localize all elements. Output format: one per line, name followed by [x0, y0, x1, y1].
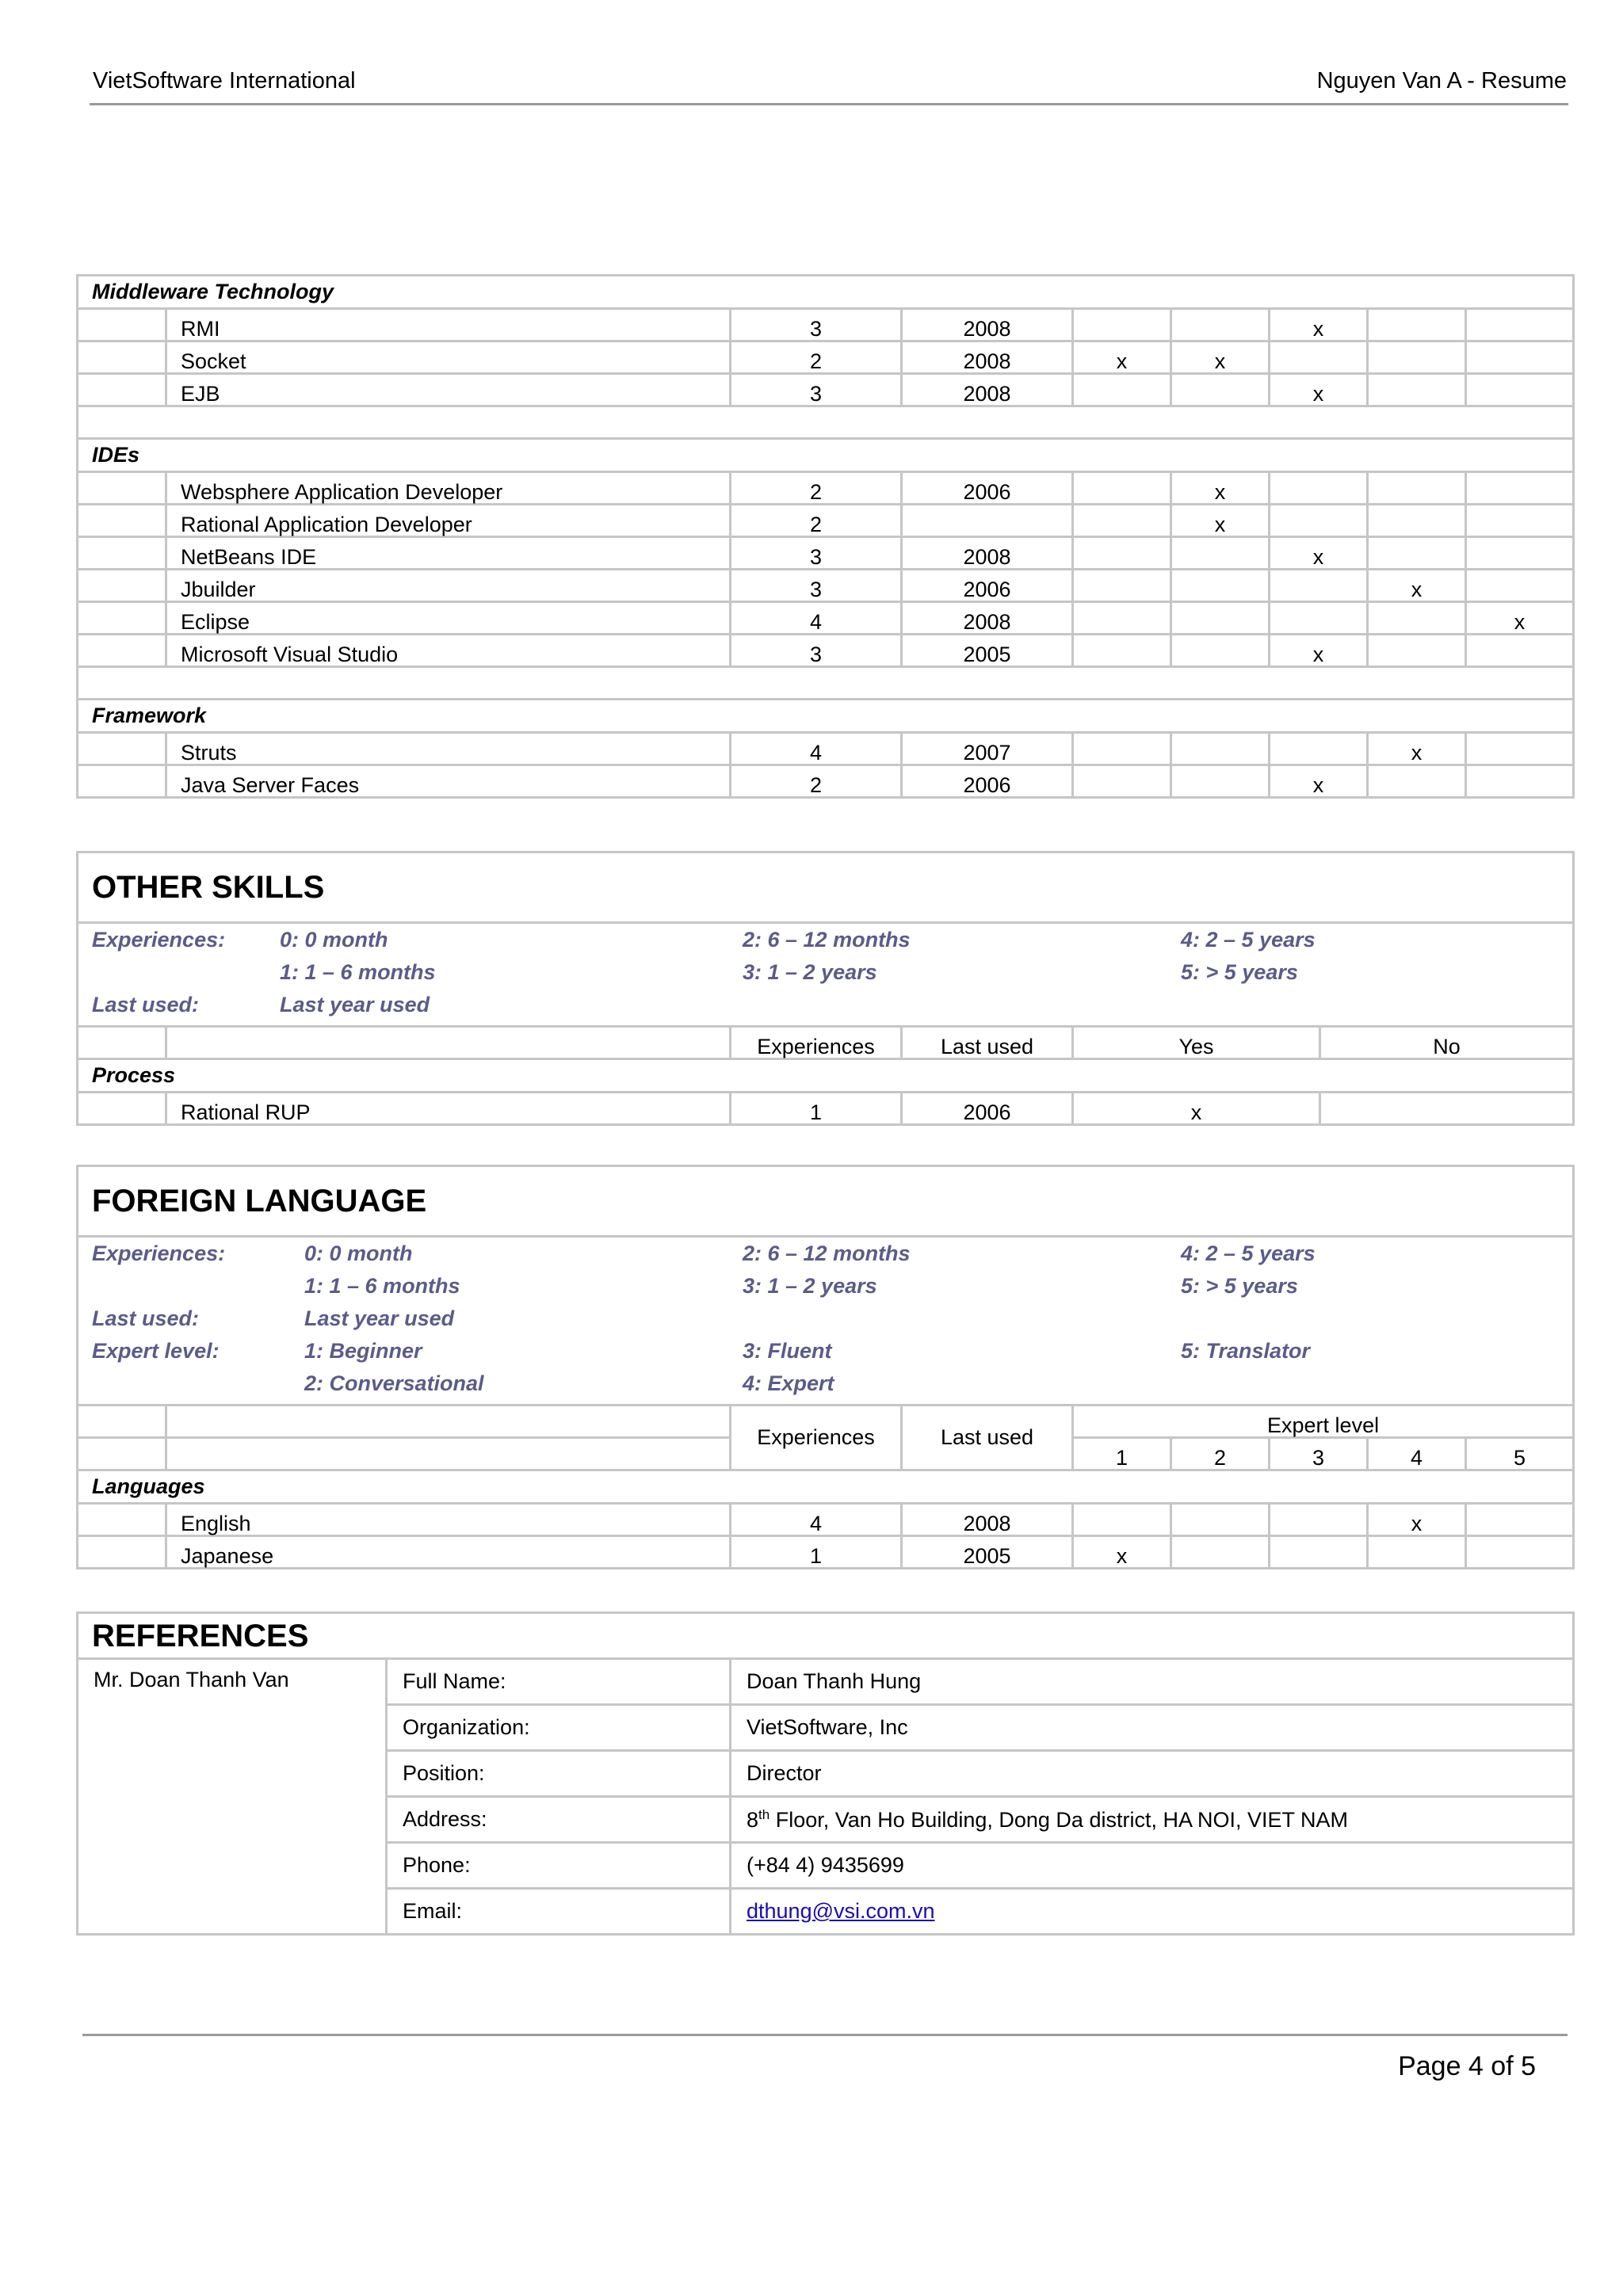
address-floor-number: 8 — [747, 1808, 759, 1832]
skill-last-used: 2006 — [902, 472, 1073, 505]
skill-name: Websphere Application Developer — [166, 472, 731, 505]
skill-experience: 4 — [731, 602, 902, 635]
level-5-mark — [1466, 472, 1574, 505]
skill-name: Jbuilder — [166, 570, 731, 602]
level-5-mark — [1466, 635, 1574, 667]
blank-cell — [78, 667, 1574, 700]
skill-experience: 2 — [731, 765, 902, 798]
table-row — [78, 570, 1574, 602]
level-4-header: 4 — [1368, 1438, 1466, 1470]
indent-cell — [78, 309, 166, 341]
references-title: REFERENCES — [78, 1613, 1574, 1659]
level-5-header: 5 — [1466, 1438, 1574, 1470]
col-experiences: Experiences — [731, 1405, 902, 1470]
level-4-mark: x — [1368, 1504, 1466, 1536]
level-1-mark: x — [1073, 1536, 1171, 1569]
skill-name: Eclipse — [166, 602, 731, 635]
level-1-mark — [1073, 1504, 1171, 1536]
email-link[interactable]: dthung@vsi.com.vn — [747, 1899, 935, 1923]
ref-label-full-name: Full Name: — [387, 1659, 731, 1705]
skill-experience: 3 — [731, 374, 902, 406]
skill-name: Java Server Faces — [166, 765, 731, 798]
indent-cell — [78, 374, 166, 406]
level-3-mark: x — [1270, 309, 1368, 341]
level-2-mark — [1171, 1504, 1270, 1536]
table-row — [78, 1536, 1574, 1569]
blank-row — [78, 667, 1574, 700]
legend-level-2: 2: Conversational — [304, 1371, 484, 1395]
ref-label-email: Email: — [387, 1889, 731, 1935]
category-row — [78, 439, 1574, 472]
legend-last-year: Last year used — [280, 993, 430, 1016]
table-row — [78, 1504, 1574, 1536]
skill-last-used — [902, 505, 1073, 537]
level-1-mark — [1073, 602, 1171, 635]
skill-name: Rational RUP — [166, 1093, 731, 1125]
col-last-used: Last used — [902, 1027, 1073, 1059]
level-2-mark — [1171, 1536, 1270, 1569]
ref-value-address — [731, 1797, 1574, 1843]
other-skills-legend — [78, 923, 1574, 1027]
level-3-mark: x — [1270, 765, 1368, 798]
level-1-mark — [1073, 309, 1171, 341]
category-languages: Languages — [78, 1470, 1574, 1504]
skill-experience: 4 — [731, 733, 902, 765]
level-1-mark — [1073, 570, 1171, 602]
level-4-mark — [1368, 309, 1466, 341]
table-row — [78, 341, 1574, 374]
skill-experience: 2 — [731, 341, 902, 374]
level-5-mark — [1466, 570, 1574, 602]
level-5-mark — [1466, 733, 1574, 765]
legend-e1: 1: 1 – 6 months — [280, 960, 436, 984]
level-2-mark: x — [1171, 505, 1270, 537]
ref-label-organization: Organization: — [387, 1705, 731, 1751]
page-header — [90, 67, 1568, 105]
level-1-mark — [1073, 374, 1171, 406]
level-5-mark — [1466, 765, 1574, 798]
skill-last-used: 2008 — [902, 341, 1073, 374]
level-4-mark — [1368, 341, 1466, 374]
legend-e5: 5: > 5 years — [1181, 960, 1298, 984]
legend-level-3: 3: Fluent — [743, 1339, 832, 1363]
level-4-mark — [1368, 374, 1466, 406]
legend-level-1: 1: Beginner — [304, 1339, 422, 1363]
level-2-mark — [1171, 309, 1270, 341]
col-last-used: Last used — [902, 1405, 1073, 1470]
table-row — [78, 472, 1574, 505]
indent-cell — [78, 602, 166, 635]
indent-cell — [78, 505, 166, 537]
skill-name: NetBeans IDE — [166, 537, 731, 570]
level-5-mark — [1466, 1504, 1574, 1536]
legend-e5: 5: > 5 years — [1181, 1274, 1298, 1298]
skill-last-used: 2005 — [902, 635, 1073, 667]
legend-e2: 2: 6 – 12 months — [743, 1241, 911, 1265]
skill-name: Rational Application Developer — [166, 505, 731, 537]
level-4-mark — [1368, 537, 1466, 570]
level-1-mark — [1073, 635, 1171, 667]
indent-cell — [78, 537, 166, 570]
col-yes: Yes — [1073, 1027, 1320, 1059]
ref-value-email-cell — [731, 1889, 1574, 1935]
skill-experience: 3 — [731, 537, 902, 570]
ref-value-full-name: Doan Thanh Hung — [731, 1659, 1574, 1705]
col-no: No — [1320, 1027, 1574, 1059]
level-4-mark — [1368, 635, 1466, 667]
skill-last-used: 2008 — [902, 309, 1073, 341]
table-row — [78, 309, 1574, 341]
level-3-mark — [1270, 341, 1368, 374]
level-5-mark — [1466, 537, 1574, 570]
table-row — [78, 374, 1574, 406]
legend-last-used-label: Last used: — [92, 993, 200, 1016]
skill-name: RMI — [166, 309, 731, 341]
language-name: Japanese — [166, 1536, 731, 1569]
level-1-mark — [1073, 472, 1171, 505]
level-2-mark — [1171, 733, 1270, 765]
skill-name: Socket — [166, 341, 731, 374]
level-2-mark — [1171, 765, 1270, 798]
indent-cell — [78, 1504, 166, 1536]
level-1-mark — [1073, 765, 1171, 798]
level-1-mark — [1073, 733, 1171, 765]
foreign-language-title: FOREIGN LANGUAGE — [78, 1166, 1574, 1237]
table-row — [78, 635, 1574, 667]
level-2-mark: x — [1171, 472, 1270, 505]
table-row — [78, 537, 1574, 570]
level-3-mark — [1270, 602, 1368, 635]
category-label: Middleware Technology — [78, 276, 1574, 309]
references-table — [76, 1611, 1575, 1936]
skill-name: Microsoft Visual Studio — [166, 635, 731, 667]
legend-e3: 3: 1 – 2 years — [743, 960, 877, 984]
skill-experience: 2 — [731, 505, 902, 537]
category-row — [78, 276, 1574, 309]
level-5-mark — [1466, 341, 1574, 374]
level-2-mark — [1171, 602, 1270, 635]
level-4-mark: x — [1368, 570, 1466, 602]
skill-last-used: 2008 — [902, 602, 1073, 635]
ref-label-address: Address: — [387, 1797, 731, 1843]
skill-experience: 2 — [731, 472, 902, 505]
technical-skills-table — [76, 274, 1575, 799]
level-2-mark — [1171, 635, 1270, 667]
level-1-mark: x — [1073, 341, 1171, 374]
skill-name: Struts — [166, 733, 731, 765]
level-3-mark — [1270, 733, 1368, 765]
category-label: IDEs — [78, 439, 1574, 472]
level-4-mark — [1368, 505, 1466, 537]
reference-person: Mr. Doan Thanh Van — [78, 1659, 387, 1935]
level-2-header: 2 — [1171, 1438, 1270, 1470]
level-4-mark — [1368, 765, 1466, 798]
level-3-mark: x — [1270, 537, 1368, 570]
level-1-mark — [1073, 537, 1171, 570]
legend-e3: 3: 1 – 2 years — [743, 1274, 877, 1298]
footer-divider — [82, 2034, 1568, 2036]
legend-e0: 0: 0 month — [280, 928, 388, 952]
category-label: Framework — [78, 700, 1574, 733]
table-row — [78, 765, 1574, 798]
level-5-mark — [1466, 309, 1574, 341]
legend-last-year: Last year used — [304, 1306, 455, 1330]
level-5-mark — [1466, 1536, 1574, 1569]
language-experience: 4 — [731, 1504, 902, 1536]
indent-cell — [78, 733, 166, 765]
ref-value-position: Director — [731, 1751, 1574, 1797]
legend-experiences-label: Experiences: — [92, 928, 226, 952]
category-row — [78, 700, 1574, 733]
skill-last-used: 2008 — [902, 537, 1073, 570]
skill-yes: x — [1073, 1093, 1320, 1125]
blank-row — [78, 406, 1574, 439]
skill-last-used: 2006 — [902, 765, 1073, 798]
indent-cell — [78, 472, 166, 505]
level-5-mark — [1466, 505, 1574, 537]
level-3-mark — [1270, 1504, 1368, 1536]
ref-label-position: Position: — [387, 1751, 731, 1797]
document-title: Nguyen Van A - Resume — [1316, 68, 1567, 93]
legend-e0: 0: 0 month — [304, 1241, 413, 1265]
other-skills-table — [76, 851, 1575, 1126]
page-number: Page 4 of 5 — [1398, 2051, 1536, 2081]
level-3-mark — [1270, 570, 1368, 602]
legend-e1: 1: 1 – 6 months — [304, 1274, 460, 1298]
blank-cell — [78, 406, 1574, 439]
level-2-mark — [1171, 570, 1270, 602]
indent-cell — [78, 570, 166, 602]
level-3-mark: x — [1270, 374, 1368, 406]
company-name: VietSoftware International — [93, 68, 356, 93]
skill-last-used: 2006 — [902, 570, 1073, 602]
level-4-mark — [1368, 602, 1466, 635]
table-row — [78, 1093, 1574, 1125]
skill-experience: 1 — [731, 1093, 902, 1125]
language-last-used: 2005 — [902, 1536, 1073, 1569]
level-3-mark — [1270, 472, 1368, 505]
table-row — [78, 602, 1574, 635]
table-row — [78, 505, 1574, 537]
legend-e4: 4: 2 – 5 years — [1181, 1241, 1316, 1265]
legend-last-used-label: Last used: — [92, 1306, 200, 1330]
address-ordinal-suffix: th — [758, 1807, 770, 1822]
legend-level-4: 4: Expert — [743, 1371, 834, 1395]
table-row — [78, 733, 1574, 765]
language-name: English — [166, 1504, 731, 1536]
other-skills-title: OTHER SKILLS — [78, 852, 1574, 923]
legend-e2: 2: 6 – 12 months — [743, 928, 911, 952]
legend-expert-level-label: Expert level: — [92, 1339, 220, 1363]
language-experience: 1 — [731, 1536, 902, 1569]
level-2-mark — [1171, 374, 1270, 406]
skill-name: EJB — [166, 374, 731, 406]
level-2-mark — [1171, 537, 1270, 570]
skill-experience: 3 — [731, 309, 902, 341]
level-3-mark: x — [1270, 635, 1368, 667]
ref-label-phone: Phone: — [387, 1843, 731, 1889]
ref-value-organization: VietSoftware, Inc — [731, 1705, 1574, 1751]
level-1-mark — [1073, 505, 1171, 537]
level-3-header: 3 — [1270, 1438, 1368, 1470]
skill-last-used: 2008 — [902, 374, 1073, 406]
level-5-mark — [1466, 374, 1574, 406]
skill-no — [1320, 1093, 1574, 1125]
skill-experience: 3 — [731, 635, 902, 667]
skill-last-used: 2006 — [902, 1093, 1073, 1125]
language-last-used: 2008 — [902, 1504, 1073, 1536]
level-4-mark — [1368, 472, 1466, 505]
level-1-header: 1 — [1073, 1438, 1171, 1470]
col-experiences: Experiences — [731, 1027, 902, 1059]
foreign-language-legend — [78, 1237, 1574, 1405]
indent-cell — [78, 341, 166, 374]
level-3-mark — [1270, 1536, 1368, 1569]
col-expert-level: Expert level — [1073, 1405, 1574, 1438]
address-rest: Floor, Van Ho Building, Dong Da district, HA NOI, VIET NAM — [769, 1808, 1348, 1832]
skill-experience: 3 — [731, 570, 902, 602]
level-2-mark: x — [1171, 341, 1270, 374]
legend-experiences-label: Experiences: — [92, 1241, 226, 1265]
foreign-language-table — [76, 1165, 1575, 1569]
level-5-mark: x — [1466, 602, 1574, 635]
category-process: Process — [78, 1059, 1574, 1093]
level-4-mark — [1368, 1536, 1466, 1569]
indent-cell — [78, 765, 166, 798]
indent-cell — [78, 1536, 166, 1569]
indent-cell — [78, 635, 166, 667]
legend-e4: 4: 2 – 5 years — [1181, 928, 1316, 952]
level-3-mark — [1270, 505, 1368, 537]
ref-value-phone: (+84 4) 9435699 — [731, 1843, 1574, 1889]
skill-last-used: 2007 — [902, 733, 1073, 765]
legend-level-5: 5: Translator — [1181, 1339, 1311, 1363]
level-4-mark: x — [1368, 733, 1466, 765]
